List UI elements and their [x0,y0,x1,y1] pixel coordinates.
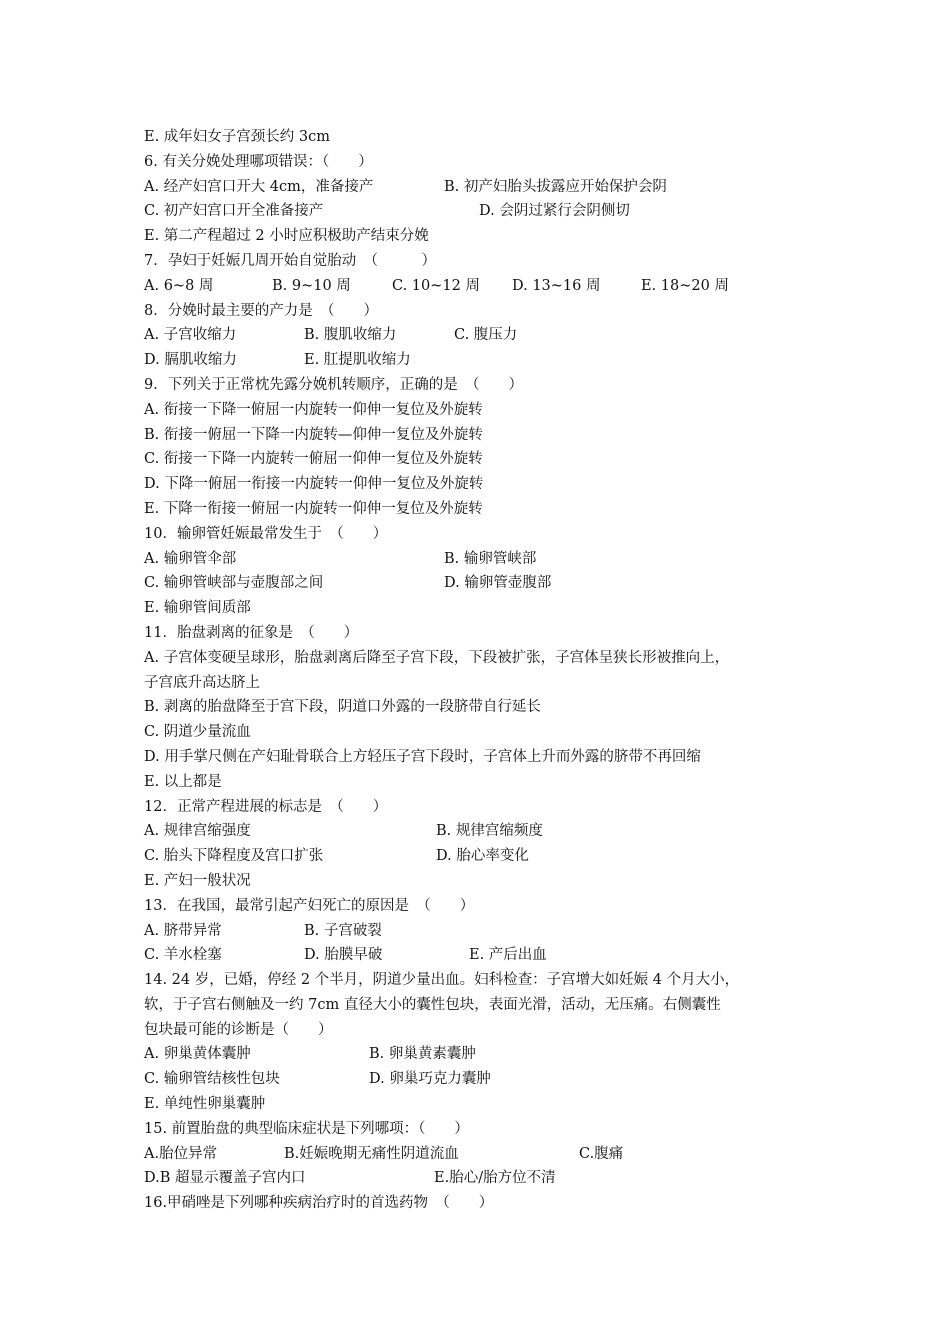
text-line [144,695,824,720]
answer-option: B. 9~10 周 [272,277,351,294]
text-line [144,150,824,175]
answer-option: B. 腹肌收缩力 [304,327,397,344]
line-text: E. 第二产程超过 2 小时应积极助产结束分娩 [144,228,429,245]
option-row [144,547,824,572]
text-line [144,398,824,423]
line-text: E. 以上都是 [144,773,222,790]
answer-option: C. 初产妇宫口开全准备接产 [144,203,324,220]
text-line [144,447,824,472]
text-line [144,373,824,398]
answer-option: C. 胎头下降程度及宫口扩张 [144,848,324,865]
answer-option: A.胎位异常 [144,1145,218,1162]
option-row [144,1166,824,1191]
text-line [144,968,824,993]
option-row [144,819,824,844]
line-text: C. 阴道少量流血 [144,724,251,741]
line-text: 12．正常产程进展的标志是 （ ） [144,798,388,815]
line-text: D. 用手掌尺侧在产妇耻骨联合上方轻压子宫下段时，子宫体上升而外露的脐带不再回缩 [144,748,701,765]
line-text: C. 衔接一下降一内旋转一俯屈一仰伸一复位及外旋转 [144,451,483,468]
line-text: E. 下降一衔接一俯屈一内旋转一仰伸一复位及外旋转 [144,500,483,517]
line-text: E. 单纯性卵巢囊肿 [144,1096,266,1113]
text-line [144,993,824,1018]
text-line [144,671,824,696]
line-text: 子宫底升高达脐上 [144,674,260,691]
text-line [144,224,824,249]
text-line [144,795,824,820]
line-text: 包块最可能的诊断是（ ） [144,1021,333,1038]
text-line [144,621,824,646]
answer-option: D. 卵巢巧克力囊肿 [369,1071,491,1088]
text-line [144,472,824,497]
answer-option: C. 10~12 周 [392,277,480,294]
text-line [144,423,824,448]
line-text: 16.甲硝唑是下列哪种疾病治疗时的首选药物 （ ） [144,1195,494,1212]
answer-option: E. 18~20 周 [641,277,729,294]
text-line [144,1092,824,1117]
text-line [144,522,824,547]
answer-option: A. 经产妇宫口开大 4cm，准备接产 [144,178,374,195]
option-row [144,199,824,224]
answer-option: C. 腹压力 [454,327,518,344]
answer-option: C. 羊水栓塞 [144,947,222,964]
line-text: E. 输卵管间质部 [144,600,251,617]
answer-option: A. 卵巢黄体囊肿 [144,1046,251,1063]
option-row [144,1042,824,1067]
option-row [144,943,824,968]
line-text: 15. 前置胎盘的典型临床症状是下列哪项：（ ） [144,1120,469,1137]
line-text: 6. 有关分娩处理哪项错误：（ ） [144,153,373,170]
answer-option: A. 脐带异常 [144,922,222,939]
line-text: A. 衔接一下降一俯屈一内旋转一仰伸一复位及外旋转 [144,401,483,418]
answer-option: D. 13~16 周 [512,277,601,294]
text-line [144,596,824,621]
line-text: E. 产妇一般状况 [144,872,251,889]
line-text: E. 成年妇女子宫颈长约 3cm [144,129,331,145]
text-line [144,745,824,770]
answer-option: B. 初产妇胎头拔露应开始保护会阴 [444,178,667,195]
line-text: B. 剥离的胎盘降至于宫下段，阴道口外露的一段脐带自行延长 [144,699,541,716]
answer-option: B. 输卵管峡部 [444,550,537,567]
answer-option: A. 输卵管伞部 [144,550,237,567]
text-line [144,249,824,274]
answer-option: D. 会阴过紧行会阴侧切 [479,203,630,220]
answer-option: E. 肛提肌收缩力 [304,352,411,369]
answer-option: D. 胎膜早破 [304,947,383,964]
answer-option: B. 卵巢黄素囊肿 [369,1046,476,1063]
line-text: 8．分娩时最主要的产力是 （ ） [144,302,378,319]
answer-option: B. 规律宫缩频度 [436,823,543,840]
text-line [144,646,824,671]
line-text: A. 子宫体变硬呈球形，胎盘剥离后降至子宫下段，下段被扩张，子宫体呈狭长形被推向上， [144,649,730,666]
text-line [144,299,824,324]
text-line [144,720,824,745]
option-row [144,348,824,373]
option-row [144,274,824,299]
answer-option: C. 输卵管峡部与壶腹部之间 [144,575,324,592]
line-text: 软，于子宫右侧触及一约 7cm 直径大小的囊性包块，表面光滑，活动，无压痛。右侧囊性 [144,996,721,1013]
text-line [144,1117,824,1142]
line-text: 13．在我国，最常引起产妇死亡的原因是 （ ） [144,897,475,914]
text-line [144,894,824,919]
text-line [144,125,824,150]
document-page [144,125,824,1216]
text-line [144,1191,824,1216]
answer-option: D. 输卵管壶腹部 [444,575,552,592]
line-text: 7．孕妇于妊娠几周开始自觉胎动 （ ） [144,252,436,269]
option-row [144,919,824,944]
answer-option: D. 胎心率变化 [436,848,529,865]
line-text: 14. 24 岁，已婚，停经 2 个半月，阴道少量出血。妇科检查：子宫增大如妊娠 4 个月大小， [144,972,740,989]
line-text: B. 衔接一俯屈一下降一内旋转—仰伸一复位及外旋转 [144,426,483,443]
answer-option: E. 产后出血 [469,947,547,964]
option-row [144,323,824,348]
text-line [144,1018,824,1043]
answer-option: E.胎心/胎方位不清 [434,1170,556,1187]
line-text: 11．胎盘剥离的征象是 （ ） [144,624,359,641]
option-row [144,571,824,596]
answer-option: A. 子宫收缩力 [144,327,237,344]
line-text: 10．输卵管妊娠最常发生于 （ ） [144,525,388,542]
answer-option: A. 规律宫缩强度 [144,823,251,840]
text-line [144,770,824,795]
option-row [144,1067,824,1092]
option-row [144,175,824,200]
answer-option: B.妊娠晚期无痛性阴道流血 [284,1145,459,1162]
option-row [144,1142,824,1167]
text-line [144,869,824,894]
line-text: 9．下列关于正常枕先露分娩机转顺序，正确的是 （ ） [144,376,523,393]
answer-option: C. 输卵管结核性包块 [144,1071,280,1088]
line-text: D. 下降一俯屈一衔接一内旋转一仰伸一复位及外旋转 [144,476,484,493]
answer-option: C.腹痛 [579,1145,624,1162]
text-line [144,497,824,522]
answer-option: B. 子宫破裂 [304,922,382,939]
answer-option: A. 6~8 周 [144,277,214,294]
answer-option: D. 膈肌收缩力 [144,352,237,369]
answer-option: D.B 超显示覆盖子宫内口 [144,1170,306,1187]
option-row [144,844,824,869]
